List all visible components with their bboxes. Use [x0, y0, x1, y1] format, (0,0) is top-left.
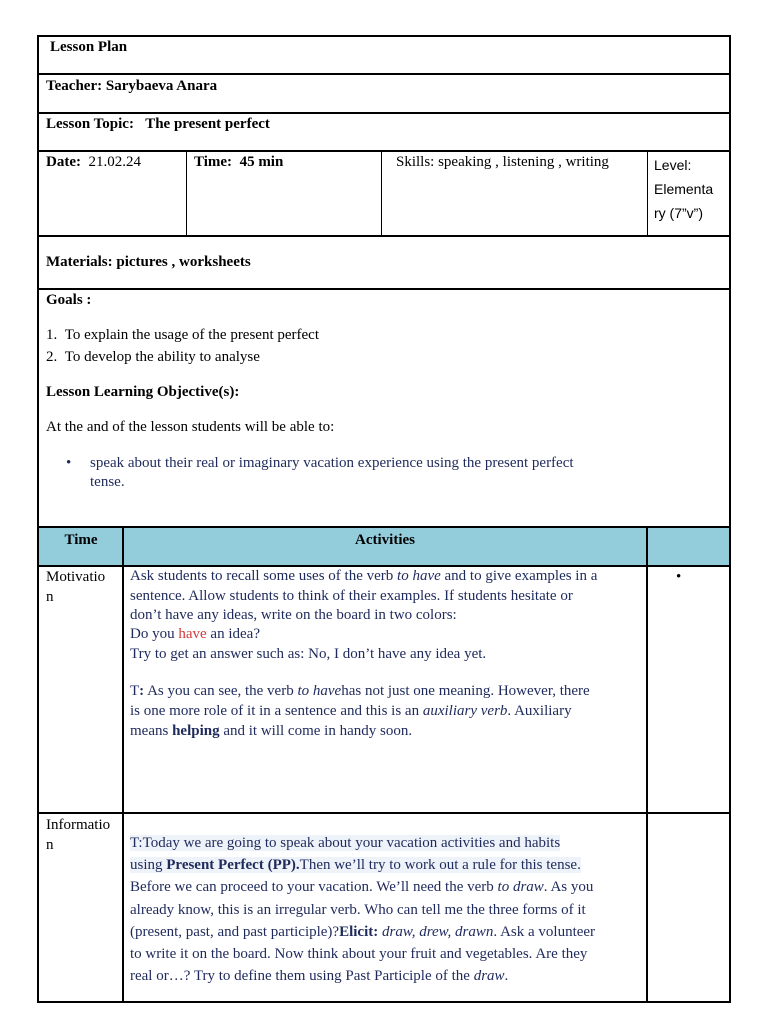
- time-value: 45 min: [239, 154, 284, 170]
- lesson-topic: [46, 114, 270, 134]
- row-divider: [37, 812, 731, 814]
- col-divider: [647, 150, 648, 236]
- objective-bullet-line: speak about their real or imaginary vacation experience using the present perfect: [90, 455, 574, 471]
- goal-item: [46, 347, 260, 367]
- objective-bullet-line: tense.: [90, 474, 125, 490]
- text-run: draw: [473, 968, 505, 984]
- text-run: means: [130, 723, 173, 739]
- text-run: helping: [172, 723, 220, 739]
- text-run: to have: [397, 568, 441, 584]
- text-run: and to give examples in a: [440, 568, 598, 584]
- activity-line: [130, 855, 581, 875]
- activity-line: already know, this is an irregular verb. Who can tell me the three forms of it: [130, 902, 586, 918]
- text-run: . Auxiliary: [507, 703, 572, 719]
- row-time-label: n: [46, 589, 54, 605]
- activity-line: to write it on the board. Now think about your fruit and vegetables. Are they: [130, 946, 588, 962]
- activity-line: [130, 681, 590, 701]
- text-run: . Ask a volunteer: [493, 924, 596, 940]
- text-run: real or…? Try to define them using Past Participle of the: [130, 968, 474, 984]
- time-label: Time:: [194, 154, 233, 170]
- goal-number: 2.: [46, 349, 58, 365]
- col-divider: [122, 526, 124, 1003]
- teacher-name: Teacher: Sarybaeva Anara: [46, 78, 218, 94]
- text-run: is one more role of it in a sentence and this is an: [130, 703, 423, 719]
- lesson-skills: Skills: speaking , listening , writing: [396, 154, 609, 170]
- activity-line: [130, 833, 560, 853]
- objectives-title: Lesson Learning Objective(s):: [46, 384, 240, 400]
- text-run: T:Today we are going to speak about your vacation activities and habits: [130, 835, 561, 851]
- activity-line: [130, 966, 508, 986]
- text-run: to draw: [497, 879, 544, 895]
- text-run: .: [504, 968, 509, 984]
- text-run: auxiliary verb: [422, 703, 508, 719]
- text-run: to have: [297, 683, 342, 699]
- level-line: ry (7”v”): [654, 205, 703, 221]
- lesson-plan-title: Lesson Plan: [50, 39, 128, 55]
- lesson-date: [46, 152, 141, 172]
- text-run: has not just one meaning. However, there: [341, 683, 590, 699]
- text-run: and it will come in handy soon.: [219, 723, 413, 739]
- text-run: Then we’ll try to work out a rule for this tense.: [299, 857, 581, 873]
- text-run: T: [130, 683, 140, 699]
- text-run: Elicit:: [339, 924, 379, 940]
- activity-line: [130, 701, 572, 721]
- activity-line: [130, 877, 593, 897]
- text-run: :: [139, 683, 145, 699]
- col-divider: [381, 150, 382, 236]
- goal-item: [46, 325, 319, 345]
- row-bullet: •: [676, 569, 682, 585]
- bullet-dot: •: [66, 455, 72, 471]
- text-run: . As you: [543, 879, 594, 895]
- text-run: an idea?: [206, 626, 260, 642]
- row-time-label: Motivatio: [46, 569, 106, 585]
- activity-line: [130, 922, 595, 942]
- goal-text: To develop the ability to analyse: [64, 349, 260, 365]
- text-run: Present Perfect (PP).: [166, 857, 300, 873]
- text-run: using: [130, 857, 167, 873]
- level-line: Elementa: [654, 181, 714, 197]
- text-run: As you can see, the verb: [144, 683, 298, 699]
- text-run: Do you: [130, 626, 179, 642]
- goal-text: To explain the usage of the present perfect: [64, 327, 320, 343]
- activity-line: [130, 566, 597, 586]
- col-divider: [186, 150, 187, 236]
- row-divider: [37, 150, 731, 152]
- column-header-activities: Activities: [355, 532, 415, 548]
- row-time-label: n: [46, 837, 54, 853]
- text-run: Ask students to recall some uses of the verb: [130, 568, 398, 584]
- goal-number: 1.: [46, 327, 58, 343]
- highlight-word: have: [178, 626, 207, 642]
- activity-line: [130, 624, 260, 644]
- date-label: Date:: [46, 154, 81, 170]
- goals-title: Goals :: [46, 292, 92, 308]
- text-run: Before we can proceed to your vacation. We’ll need the verb: [130, 879, 498, 895]
- materials: Materials: pictures , worksheets: [46, 254, 251, 270]
- column-header-time: Time: [64, 532, 98, 548]
- date-value: 21.02.24: [88, 154, 141, 170]
- row-divider: [37, 288, 731, 290]
- objectives-intro: At the and of the lesson students will be able to:: [46, 419, 335, 435]
- text-run: (present, past, and past participle)?: [130, 924, 340, 940]
- activity-line: [130, 721, 412, 741]
- row-divider: [37, 73, 731, 75]
- topic-label: Lesson Topic:: [46, 116, 134, 132]
- activity-line: don’t have any ideas, write on the board in two colors:: [130, 607, 457, 623]
- level-line: Level:: [654, 157, 692, 173]
- row-time-label: Informatio: [46, 817, 111, 833]
- text-run: draw, drew, drawn: [382, 924, 494, 940]
- col-divider: [646, 526, 648, 1003]
- topic-value: The present perfect: [145, 116, 270, 132]
- text-run: [130, 857, 581, 873]
- lesson-time: [194, 152, 283, 172]
- row-divider: [37, 235, 731, 237]
- activity-line: sentence. Allow students to think of their examples. If students hesitate or: [130, 588, 573, 604]
- activity-line: Try to get an answer such as: No, I don’t have any idea yet.: [130, 646, 487, 662]
